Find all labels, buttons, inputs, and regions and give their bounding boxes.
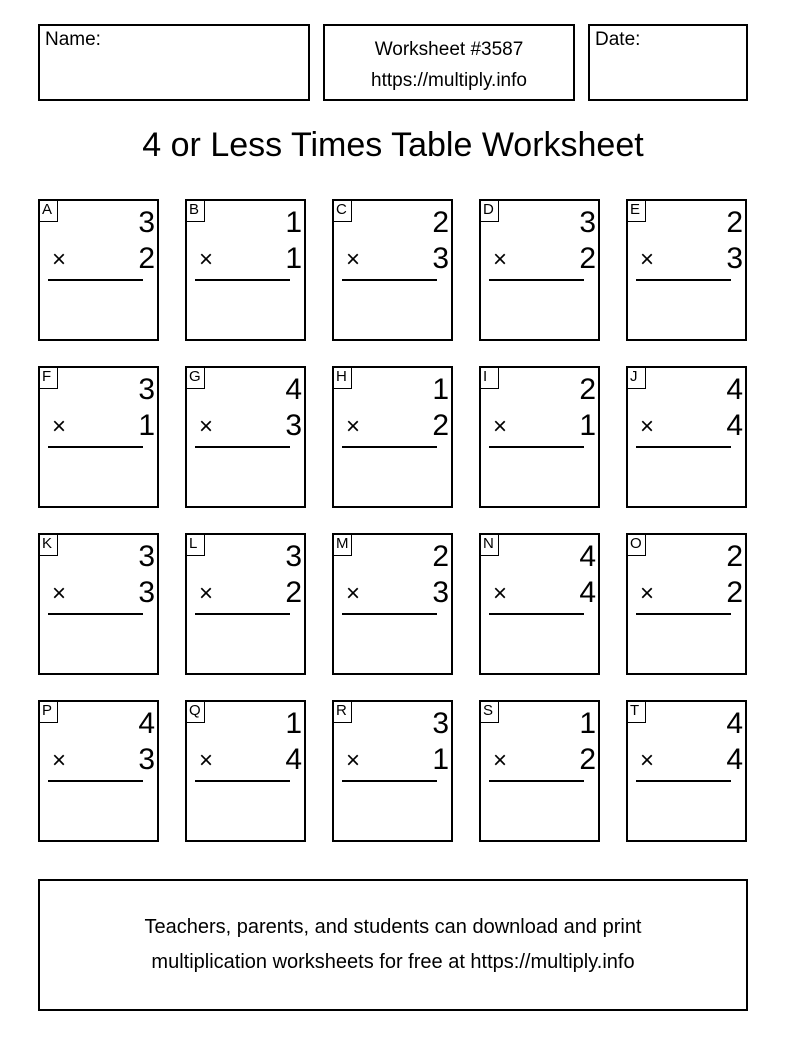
multiplier: 1 xyxy=(579,409,596,442)
answer-line xyxy=(489,279,584,281)
multiplicand: 3 xyxy=(138,206,155,239)
times-sign: × xyxy=(52,747,67,774)
multiplier: 3 xyxy=(138,576,155,609)
footer-line-1: Teachers, parents, and students can download and print xyxy=(144,916,642,938)
answer-line xyxy=(48,780,143,782)
problem-card-p[interactable] xyxy=(38,700,159,842)
times-sign: × xyxy=(199,246,214,273)
multiplicand: 3 xyxy=(138,540,155,573)
problem-letter: G xyxy=(185,366,205,389)
times-sign: × xyxy=(493,413,508,440)
problem-card-l[interactable] xyxy=(185,533,306,675)
answer-line xyxy=(342,446,437,448)
problem-letter: K xyxy=(38,533,58,556)
problem-letter: D xyxy=(479,199,499,222)
multiplier: 3 xyxy=(726,242,743,275)
multiplicand: 4 xyxy=(726,707,743,740)
problem-card-e[interactable] xyxy=(626,199,747,341)
problem-card-q[interactable] xyxy=(185,700,306,842)
problem-card-f[interactable] xyxy=(38,366,159,508)
problem-letter: E xyxy=(626,199,646,222)
times-sign: × xyxy=(640,246,655,273)
multiplier: 2 xyxy=(432,409,449,442)
times-sign: × xyxy=(640,580,655,607)
problem-letter: B xyxy=(185,199,205,222)
problem-card-k[interactable] xyxy=(38,533,159,675)
multiplicand: 2 xyxy=(579,373,596,406)
problem-letter: P xyxy=(38,700,58,723)
problem-card-m[interactable] xyxy=(332,533,453,675)
multiplicand: 2 xyxy=(726,540,743,573)
problem-letter: L xyxy=(185,533,205,556)
multiplicand: 2 xyxy=(432,540,449,573)
problem-letter: O xyxy=(626,533,646,556)
problem-letter: N xyxy=(479,533,499,556)
multiplier: 3 xyxy=(432,242,449,275)
times-sign: × xyxy=(493,580,508,607)
answer-line xyxy=(636,446,731,448)
times-sign: × xyxy=(346,747,361,774)
problem-card-h[interactable] xyxy=(332,366,453,508)
answer-line xyxy=(195,780,290,782)
answer-line xyxy=(489,613,584,615)
times-sign: × xyxy=(52,413,67,440)
problem-letter: M xyxy=(332,533,352,556)
problem-card-j[interactable] xyxy=(626,366,747,508)
date-box[interactable] xyxy=(588,24,748,101)
multiplier: 3 xyxy=(285,409,302,442)
multiplicand: 4 xyxy=(726,373,743,406)
problem-card-t[interactable] xyxy=(626,700,747,842)
multiplier: 2 xyxy=(579,242,596,275)
times-sign: × xyxy=(199,580,214,607)
name-box[interactable] xyxy=(38,24,310,101)
problem-letter: S xyxy=(479,700,499,723)
answer-line xyxy=(636,279,731,281)
multiplicand: 2 xyxy=(726,206,743,239)
times-sign: × xyxy=(199,413,214,440)
answer-line xyxy=(195,613,290,615)
answer-line xyxy=(342,613,437,615)
problem-card-o[interactable] xyxy=(626,533,747,675)
worksheet-url: https://multiply.info xyxy=(371,70,527,91)
times-sign: × xyxy=(493,246,508,273)
multiplicand: 4 xyxy=(579,540,596,573)
multiplier: 3 xyxy=(138,743,155,776)
multiplicand: 1 xyxy=(432,373,449,406)
problem-card-d[interactable] xyxy=(479,199,600,341)
problem-card-b[interactable] xyxy=(185,199,306,341)
answer-line xyxy=(489,780,584,782)
multiplicand: 1 xyxy=(285,707,302,740)
multiplier: 2 xyxy=(138,242,155,275)
answer-line xyxy=(195,279,290,281)
answer-line xyxy=(342,279,437,281)
answer-line xyxy=(636,613,731,615)
date-label: Date: xyxy=(595,29,641,50)
multiplier: 2 xyxy=(579,743,596,776)
problem-letter: F xyxy=(38,366,58,389)
multiplier: 4 xyxy=(726,409,743,442)
multiplier: 3 xyxy=(432,576,449,609)
answer-line xyxy=(636,780,731,782)
answer-line xyxy=(489,446,584,448)
times-sign: × xyxy=(346,413,361,440)
problem-card-s[interactable] xyxy=(479,700,600,842)
multiplier: 2 xyxy=(726,576,743,609)
times-sign: × xyxy=(199,747,214,774)
problem-letter: R xyxy=(332,700,352,723)
problem-card-r[interactable] xyxy=(332,700,453,842)
times-sign: × xyxy=(52,580,67,607)
page-title: 4 or Less Times Table Worksheet xyxy=(142,126,644,164)
times-sign: × xyxy=(640,413,655,440)
multiplicand: 3 xyxy=(138,373,155,406)
problem-letter: T xyxy=(626,700,646,723)
multiplier: 1 xyxy=(138,409,155,442)
answer-line xyxy=(48,446,143,448)
problem-letter: I xyxy=(479,366,499,389)
problem-letter: C xyxy=(332,199,352,222)
multiplier: 1 xyxy=(432,743,449,776)
answer-line xyxy=(342,780,437,782)
multiplier: 4 xyxy=(726,743,743,776)
problem-letter: H xyxy=(332,366,352,389)
times-sign: × xyxy=(493,747,508,774)
times-sign: × xyxy=(640,747,655,774)
worksheet-info-box xyxy=(323,24,575,101)
problem-card-n[interactable] xyxy=(479,533,600,675)
times-sign: × xyxy=(346,246,361,273)
multiplicand: 4 xyxy=(138,707,155,740)
problem-card-g[interactable] xyxy=(185,366,306,508)
problem-card-a[interactable] xyxy=(38,199,159,341)
multiplier: 1 xyxy=(285,242,302,275)
multiplier: 2 xyxy=(285,576,302,609)
multiplier: 4 xyxy=(285,743,302,776)
times-sign: × xyxy=(52,246,67,273)
multiplicand: 3 xyxy=(285,540,302,573)
worksheet-number: Worksheet #3587 xyxy=(374,39,524,60)
answer-line xyxy=(48,613,143,615)
multiplicand: 2 xyxy=(432,206,449,239)
multiplicand: 3 xyxy=(432,707,449,740)
problem-letter: J xyxy=(626,366,646,389)
multiplier: 4 xyxy=(579,576,596,609)
multiplicand: 4 xyxy=(285,373,302,406)
multiplicand: 1 xyxy=(285,206,302,239)
answer-line xyxy=(195,446,290,448)
problem-card-i[interactable] xyxy=(479,366,600,508)
name-label: Name: xyxy=(45,29,101,50)
multiplicand: 3 xyxy=(579,206,596,239)
answer-line xyxy=(48,279,143,281)
times-sign: × xyxy=(346,580,361,607)
problem-card-c[interactable] xyxy=(332,199,453,341)
multiplicand: 1 xyxy=(579,707,596,740)
footer-box xyxy=(38,879,748,1011)
problem-letter: A xyxy=(38,199,58,222)
problem-letter: Q xyxy=(185,700,205,723)
footer-line-2: multiplication worksheets for free at https://multiply.info xyxy=(151,951,635,973)
